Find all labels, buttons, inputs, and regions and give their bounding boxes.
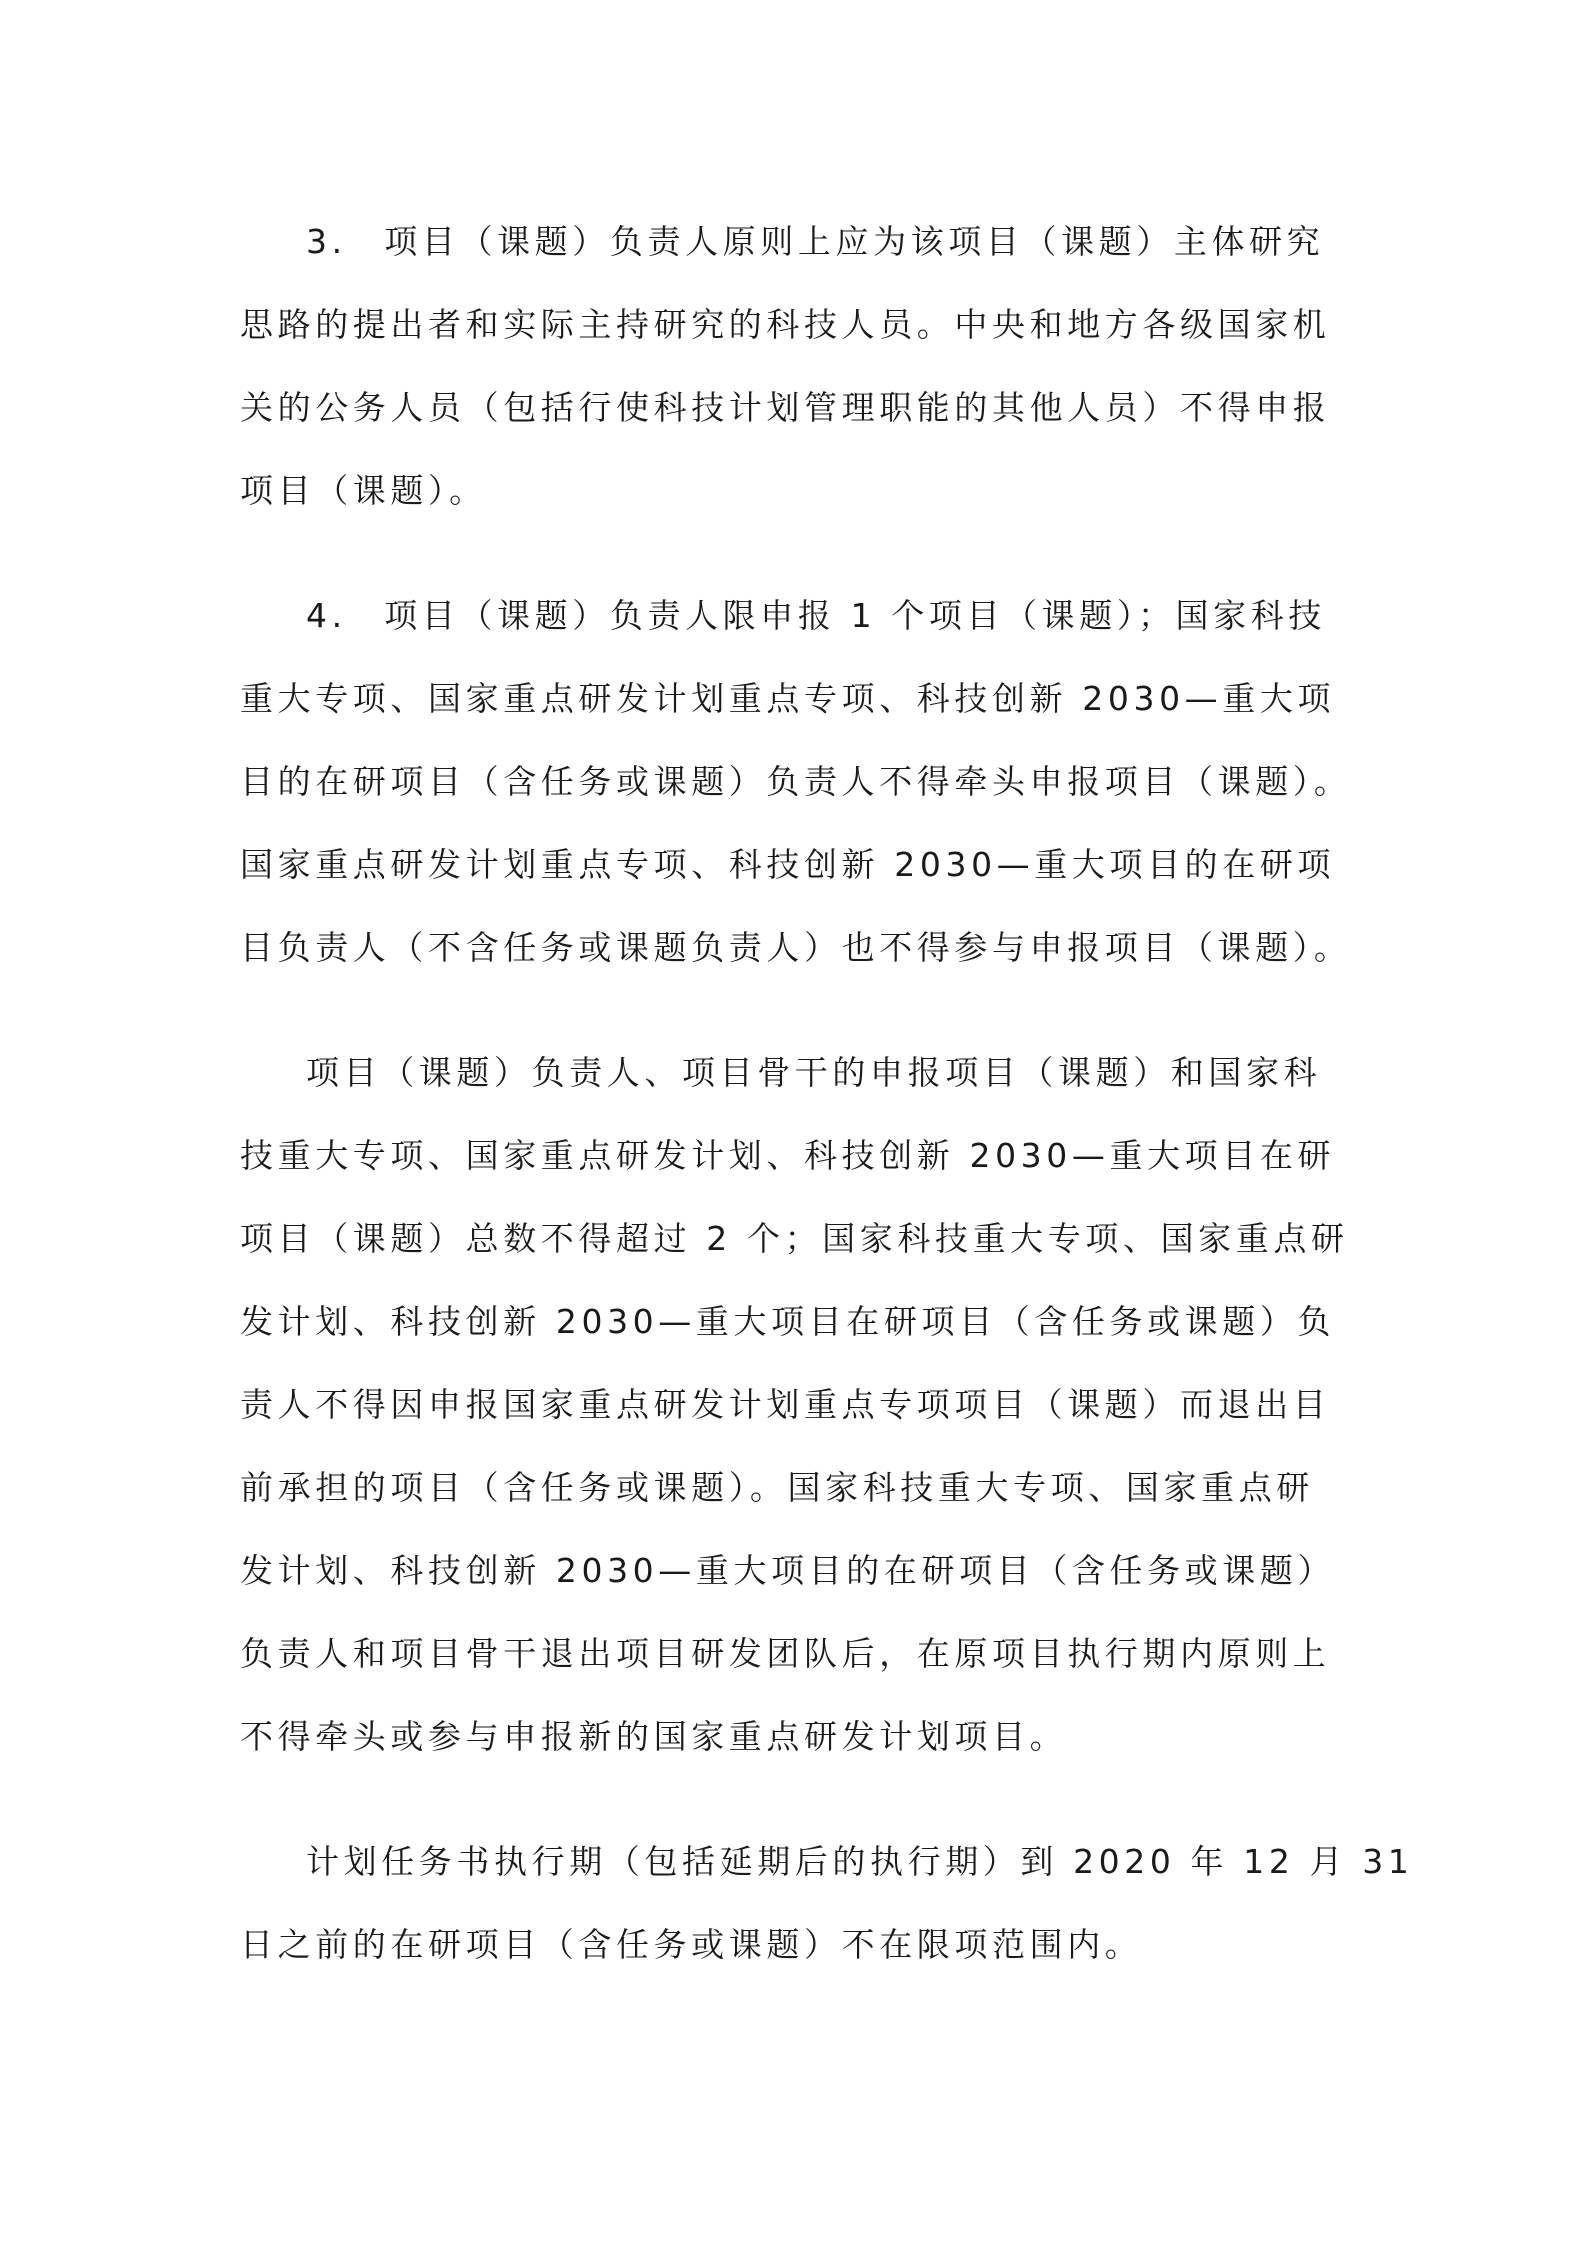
text-line: 技重大专项、国家重点研发计划、科技创新 2030—重大项目在研 <box>240 1136 1336 1175</box>
text-line: 不得牵头或参与申报新的国家重点研发计划项目。 <box>240 1717 1068 1756</box>
text-line: 发计划、科技创新 2030—重大项目在研项目（含任务或课题）负 <box>240 1302 1336 1341</box>
document-body <box>240 200 1414 2028</box>
text-line: 思路的提出者和实际主持研究的科技人员。中央和地方各级国家机 <box>240 305 1331 344</box>
paragraph-rule-4 <box>240 574 1360 989</box>
text-line: 发计划、科技创新 2030—重大项目的在研项目（含任务或课题） <box>240 1551 1336 1590</box>
paragraph-rule-3 <box>240 200 1360 532</box>
text-line: 目的在研项目（含任务或课题）负责人不得牵头申报项目（课题）。 <box>240 762 1352 801</box>
text-line: 项目（课题）总数不得超过 2 个；国家科技重大专项、国家重点研 <box>240 1219 1349 1258</box>
paragraph-project-limit <box>240 1031 1360 1778</box>
text-line: 责人不得因申报国家重点研发计划重点专项项目（课题）而退出目 <box>240 1385 1331 1424</box>
text-line: 3. 项目（课题）负责人原则上应为该项目（课题）主体研究 <box>306 222 1325 261</box>
text-line: 关的公务人员（包括行使科技计划管理职能的其他人员）不得申报 <box>240 388 1331 427</box>
text-line: 4. 项目（课题）负责人限申报 1 个项目（课题）；国家科技 <box>306 596 1326 635</box>
text-line: 负责人和项目骨干退出项目研发团队后，在原项目执行期内原则上 <box>240 1634 1331 1673</box>
text-line: 计划任务书执行期（包括延期后的执行期）到 2020 年 12 月 31 <box>306 1842 1414 1881</box>
text-line: 项目（课题）。 <box>240 471 487 510</box>
text-line: 国家重点研发计划重点专项、科技创新 2030—重大项目的在研项 <box>240 845 1336 884</box>
paragraph-exemption <box>240 1820 1414 1986</box>
text-line: 前承担的项目（含任务或课题）。国家科技重大专项、国家重点研 <box>240 1468 1314 1507</box>
text-line: 目负责人（不含任务或课题负责人）也不得参与申报项目（课题）。 <box>240 928 1352 967</box>
text-line: 项目（课题）负责人、项目骨干的申报项目（课题）和国家科 <box>306 1053 1322 1092</box>
text-line: 重大专项、国家重点研发计划重点专项、科技创新 2030—重大项 <box>240 679 1336 718</box>
text-line: 日之前的在研项目（含任务或课题）不在限项范围内。 <box>240 1925 1143 1964</box>
